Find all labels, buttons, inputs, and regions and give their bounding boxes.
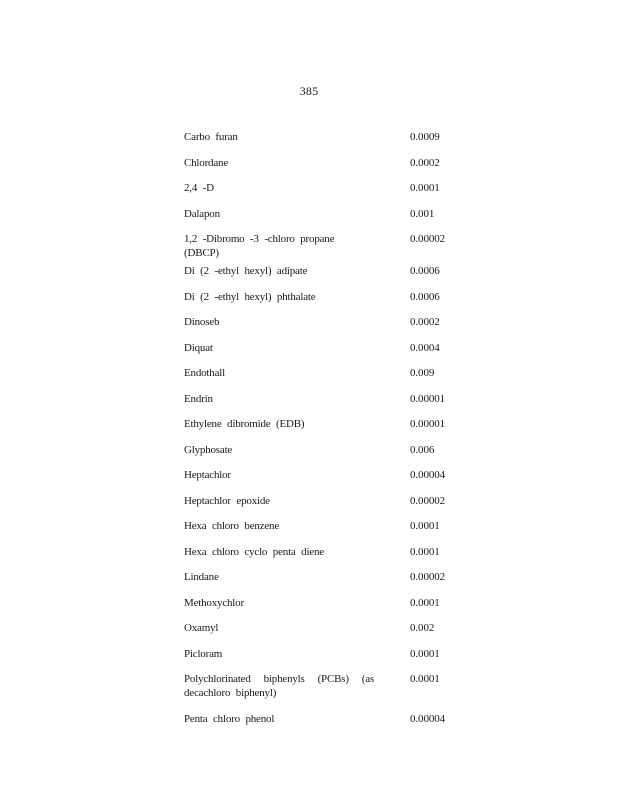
table-row	[184, 126, 464, 152]
contaminant-value: 0.002	[410, 622, 435, 634]
contaminant-name: Ethylene dibromide (EDB)	[184, 418, 305, 430]
contaminant-name: Di (2 -ethyl hexyl) phthalate	[184, 290, 316, 303]
table-row	[184, 566, 464, 592]
table-row	[184, 490, 464, 516]
contaminant-name: Diquat	[184, 341, 213, 354]
table-row	[184, 311, 464, 337]
contaminant-name: Dalapon	[184, 207, 220, 220]
contaminant-name: Chlordane	[184, 156, 229, 169]
contaminant-value: 0.0002	[410, 316, 440, 328]
contaminant-value: 0.00002	[410, 571, 446, 583]
contaminant-name: Picloram	[184, 647, 223, 660]
contaminant-value: 0.001	[410, 207, 435, 220]
contaminant-value: 0.0001	[410, 596, 440, 609]
contaminant-name: Endrin	[184, 392, 213, 405]
table-row	[184, 617, 464, 643]
contaminant-value: 0.009	[410, 367, 435, 379]
table-row	[184, 668, 464, 708]
contaminant-value: 0.0009	[410, 131, 440, 143]
contaminant-name: Oxamyl	[184, 622, 219, 634]
contaminant-name: Hexa chloro benzene	[184, 520, 280, 532]
table-row	[184, 643, 464, 669]
contaminant-value: 0.00004	[410, 469, 446, 481]
contaminant-value: 0.0006	[410, 265, 440, 277]
contaminant-name: Di (2 -ethyl hexyl) adipate	[184, 265, 308, 277]
contaminant-value: 0.0001	[410, 545, 440, 558]
contaminant-name: Dinoseb	[184, 316, 220, 328]
contaminant-name: 2,4 -D	[184, 182, 214, 194]
table-row	[184, 286, 464, 312]
contaminant-name: Lindane	[184, 571, 219, 583]
table-row	[184, 708, 464, 734]
table-row	[184, 152, 464, 178]
table-row	[184, 362, 464, 388]
table-row	[184, 260, 464, 286]
contaminant-name: 1,2 -Dibromo -3 -chloro propane (DBCP)	[184, 233, 335, 259]
contaminant-name: Hexa chloro cyclo penta diene	[184, 545, 324, 558]
contaminant-value: 0.0006	[410, 290, 440, 303]
table-row	[184, 203, 464, 229]
contaminant-name: Heptachlor epoxide	[184, 494, 270, 507]
contaminant-value: 0.0004	[410, 341, 440, 354]
contaminant-value: 0.00004	[410, 713, 446, 725]
table-row	[184, 541, 464, 567]
contaminant-name: Polychlorinated biphenyls (PCBs) (as decachloro biphenyl)	[184, 673, 374, 699]
contaminant-value: 0.0001	[410, 673, 440, 685]
contaminant-value: 0.0001	[410, 182, 440, 194]
table-row	[184, 337, 464, 363]
contaminant-value: 0.00001	[410, 392, 446, 405]
contaminant-table	[184, 126, 464, 734]
contaminant-value: 0.0001	[410, 520, 440, 532]
table-row	[184, 413, 464, 439]
contaminant-name: Glyphosate	[184, 443, 233, 456]
contaminant-name: Methoxychlor	[184, 596, 244, 609]
contaminant-name: Penta chloro phenol	[184, 713, 275, 725]
contaminant-value: 0.0002	[410, 156, 440, 169]
contaminant-value: 0.00001	[410, 418, 446, 430]
table-row	[184, 388, 464, 414]
page-number: 385	[299, 84, 319, 98]
contaminant-name: Endothall	[184, 367, 225, 379]
contaminant-value: 0.006	[410, 443, 435, 456]
table-row	[184, 177, 464, 203]
table-row	[184, 464, 464, 490]
table-row	[184, 515, 464, 541]
table-row	[184, 439, 464, 465]
contaminant-value: 0.0001	[410, 647, 440, 660]
contaminant-value: 0.00002	[410, 233, 446, 245]
table-row	[184, 228, 464, 260]
contaminant-name: Carbo furan	[184, 131, 238, 143]
table-row	[184, 592, 464, 618]
contaminant-name: Heptachlor	[184, 469, 231, 481]
contaminant-value: 0.00002	[410, 494, 446, 507]
